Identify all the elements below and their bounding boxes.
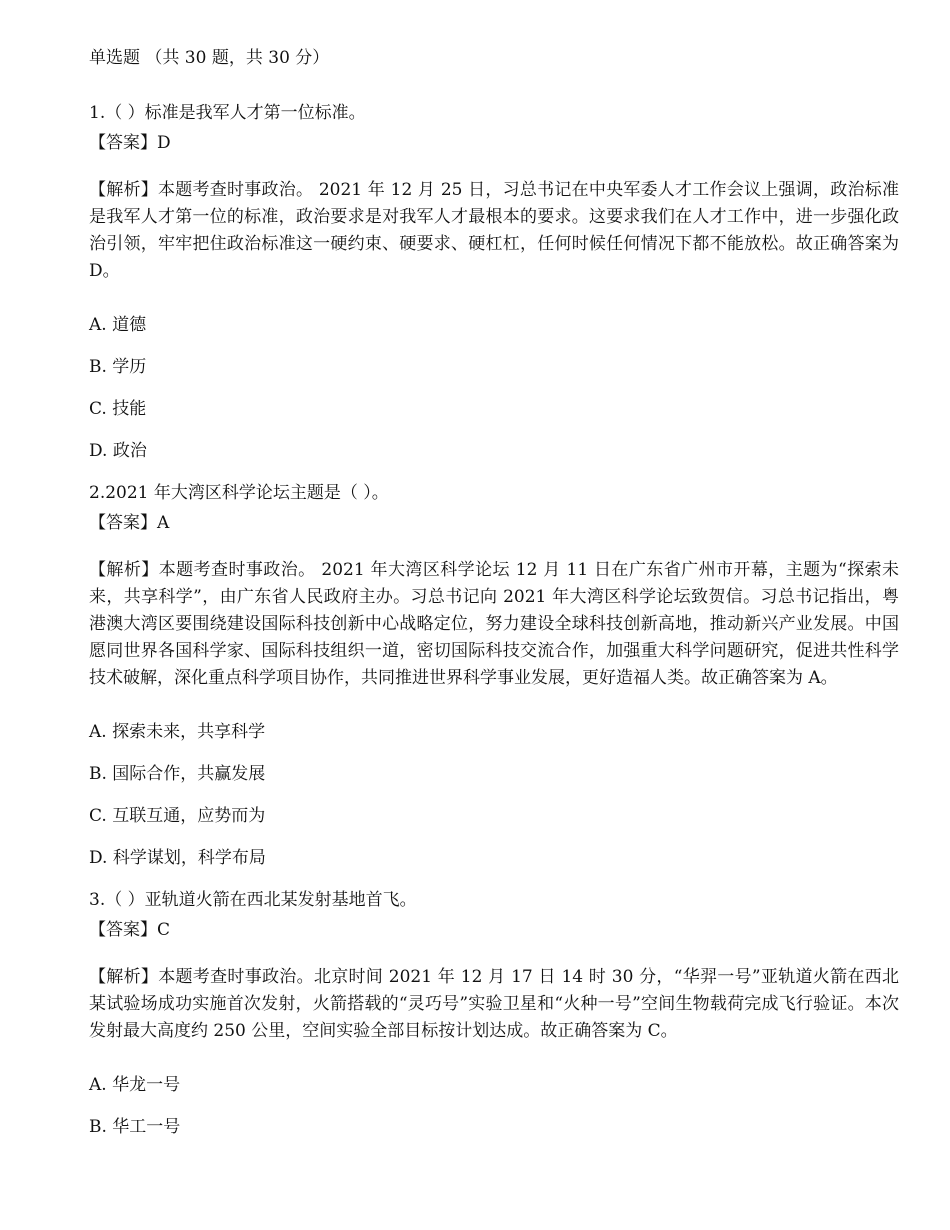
option-b: B. 学历 bbox=[89, 357, 147, 377]
section-title: 单选题 （共 30 题，共 30 分） bbox=[89, 48, 330, 68]
question-2 bbox=[89, 479, 899, 872]
option-c: C. 互联互通，应势而为 bbox=[89, 806, 266, 826]
question-3 bbox=[89, 886, 899, 1141]
option-b: B. 国际合作，共赢发展 bbox=[89, 764, 266, 784]
question-stem: 2.2021 年大湾区科学论坛主题是（ ）。 bbox=[89, 483, 389, 503]
question-stem: 3.（ ）亚轨道火箭在西北某发射基地首飞。 bbox=[89, 890, 417, 910]
question-answer: 【答案】A bbox=[89, 513, 170, 533]
option-a: A. 华龙一号 bbox=[89, 1075, 181, 1095]
question-1 bbox=[89, 99, 899, 465]
option-a: A. 道德 bbox=[89, 315, 147, 335]
option-d: D. 政治 bbox=[89, 441, 147, 461]
question-answer: 【答案】C bbox=[89, 920, 171, 940]
question-stem: 1.（ ）标准是我军人才第一位标准。 bbox=[89, 103, 366, 123]
question-analysis: 【解析】本题考查时事政治。北京时间 2021 年 12 月 17 日 14 时 30 分，“华羿一号”亚轨道火箭在西北某试验场成功实施首次发射，火箭搭载的“灵巧号”实验卫星和“火种一号”空间生物载荷完成飞行验证。本次发射最大高度约 250 公里，空间实验全部目标按计划达成。故正确答案为 C。 bbox=[89, 967, 899, 1041]
option-d: D. 科学谋划，科学布局 bbox=[89, 848, 266, 868]
question-analysis: 【解析】本题考查时事政治。 2021 年大湾区科学论坛 12 月 11 日在广东省广州市开幕，主题为“探索未来，共享科学”，由广东省人民政府主办。习总书记向 2021 年大湾区科学论坛致贺信。习总书记指出，粤港澳大湾区要围绕建设国际科技创新中心战略定位，努力建设全球科技创新高地，推动新兴产业发展。中国愿同世界各国科学家、国际科技组织一道，密切国际科技交流合作，加强重大科学问题研究，促进共性科学技术破解，深化重点科学项目协作，共同推进世界科学事业发展，更好造福人类。故正确答案为 A。 bbox=[89, 560, 899, 688]
exam-page bbox=[89, 44, 899, 1155]
option-a: A. 探索未来，共享科学 bbox=[89, 722, 266, 742]
question-answer: 【答案】D bbox=[89, 133, 171, 153]
question-analysis: 【解析】本题考查时事政治。 2021 年 12 月 25 日，习总书记在中央军委人才工作会议上强调，政治标准是我军人才第一位的标准，政治要求是对我军人才最根本的要求。这要求我们在人才工作中，进一步强化政治引领，牢牢把住政治标准这一硬约束、硬要求、硬杠杠，任何时候任何情况下都不能放松。故正确答案为 D。 bbox=[89, 180, 899, 281]
option-c: C. 技能 bbox=[89, 399, 147, 419]
option-b: B. 华工一号 bbox=[89, 1117, 181, 1137]
